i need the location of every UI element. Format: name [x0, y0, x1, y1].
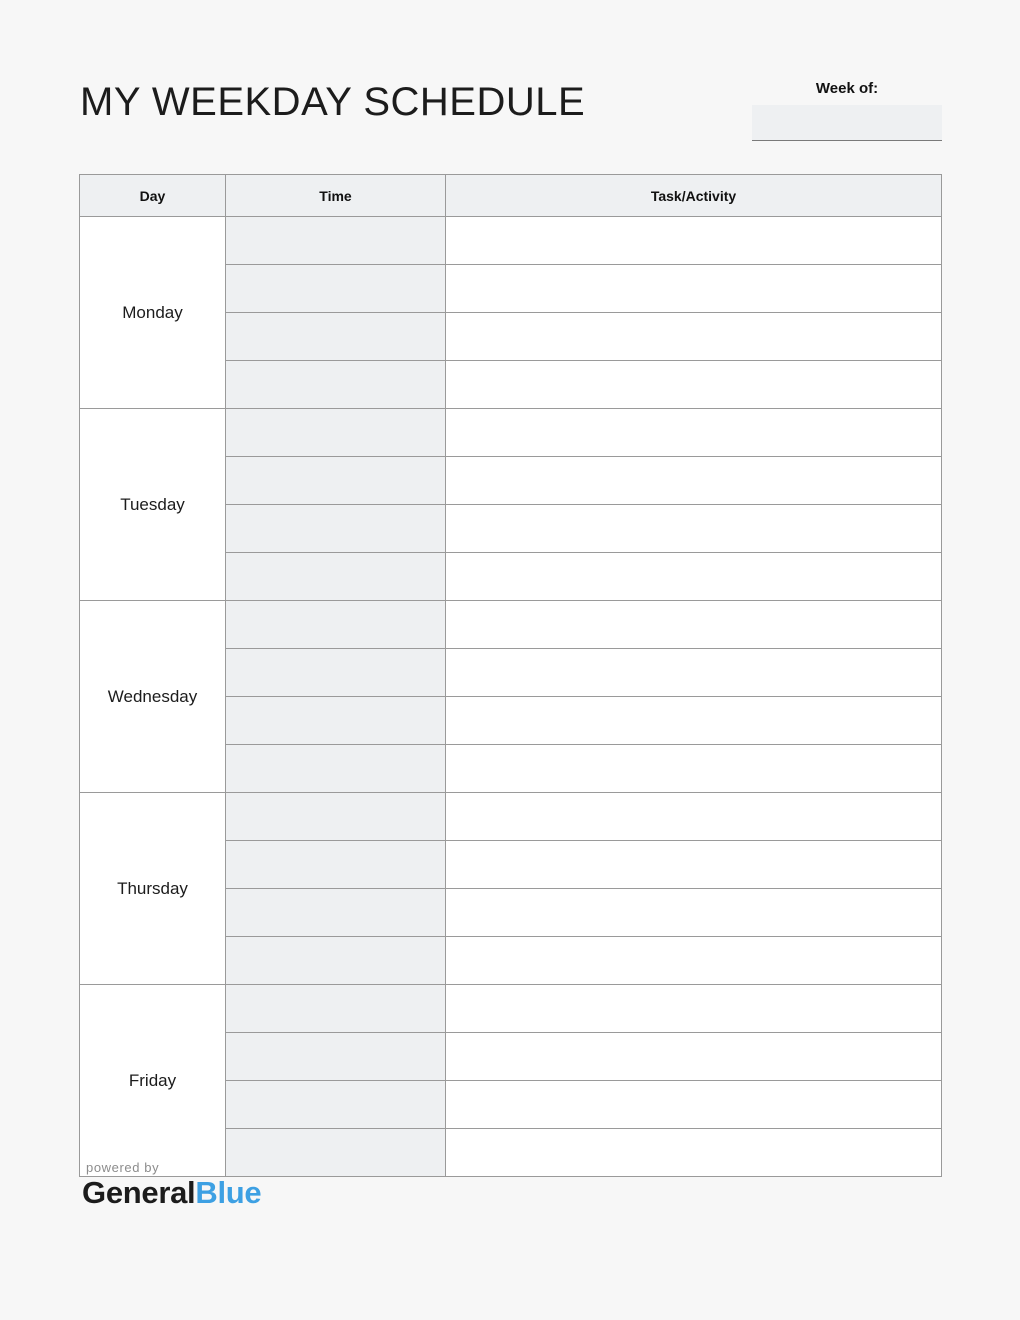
task-input-cell[interactable]	[446, 553, 942, 601]
week-of-group	[752, 80, 942, 141]
time-input-cell[interactable]	[226, 1033, 446, 1081]
task-input-cell[interactable]	[446, 505, 942, 553]
column-header-day: Day	[80, 175, 226, 217]
time-input-cell[interactable]	[226, 841, 446, 889]
day-label-monday: Monday	[80, 217, 226, 409]
table-row	[80, 793, 942, 841]
time-input-cell[interactable]	[226, 553, 446, 601]
time-input-cell[interactable]	[226, 505, 446, 553]
column-header-task: Task/Activity	[446, 175, 942, 217]
time-input-cell[interactable]	[226, 649, 446, 697]
time-input-cell[interactable]	[226, 217, 446, 265]
time-input-cell[interactable]	[226, 457, 446, 505]
time-input-cell[interactable]	[226, 937, 446, 985]
time-input-cell[interactable]	[226, 409, 446, 457]
powered-by-label: powered by	[86, 1160, 160, 1175]
table-header-row	[80, 175, 942, 217]
day-label-wednesday: Wednesday	[80, 601, 226, 793]
column-header-time: Time	[226, 175, 446, 217]
task-input-cell[interactable]	[446, 697, 942, 745]
brand-name-second: Blue	[195, 1175, 262, 1210]
table-row	[80, 601, 942, 649]
task-input-cell[interactable]	[446, 745, 942, 793]
task-input-cell[interactable]	[446, 793, 942, 841]
task-input-cell[interactable]	[446, 985, 942, 1033]
table-body	[80, 217, 942, 1177]
time-input-cell[interactable]	[226, 1081, 446, 1129]
task-input-cell[interactable]	[446, 361, 942, 409]
time-input-cell[interactable]	[226, 601, 446, 649]
time-input-cell[interactable]	[226, 889, 446, 937]
time-input-cell[interactable]	[226, 361, 446, 409]
brand-logo	[82, 1177, 382, 1208]
schedule-table	[79, 174, 942, 1177]
week-of-label: Week of:	[815, 80, 879, 97]
day-label-thursday: Thursday	[80, 793, 226, 985]
table-row	[80, 409, 942, 457]
time-input-cell[interactable]	[226, 697, 446, 745]
time-input-cell[interactable]	[226, 313, 446, 361]
task-input-cell[interactable]	[446, 217, 942, 265]
week-of-input[interactable]	[752, 105, 942, 141]
task-input-cell[interactable]	[446, 409, 942, 457]
task-input-cell[interactable]	[446, 265, 942, 313]
time-input-cell[interactable]	[226, 985, 446, 1033]
day-label-tuesday: Tuesday	[80, 409, 226, 601]
task-input-cell[interactable]	[446, 649, 942, 697]
table-header	[80, 175, 942, 217]
table-row	[80, 985, 942, 1033]
task-input-cell[interactable]	[446, 1081, 942, 1129]
table-row	[80, 217, 942, 265]
day-label-friday: Friday	[80, 985, 226, 1177]
task-input-cell[interactable]	[446, 889, 942, 937]
task-input-cell[interactable]	[446, 1033, 942, 1081]
task-input-cell[interactable]	[446, 601, 942, 649]
time-input-cell[interactable]	[226, 265, 446, 313]
task-input-cell[interactable]	[446, 1129, 942, 1177]
page-header	[80, 70, 942, 150]
task-input-cell[interactable]	[446, 313, 942, 361]
time-input-cell[interactable]	[226, 745, 446, 793]
time-input-cell[interactable]	[226, 793, 446, 841]
footer-branding	[82, 1160, 382, 1208]
page-title: MY WEEKDAY SCHEDULE	[80, 80, 586, 124]
task-input-cell[interactable]	[446, 937, 942, 985]
task-input-cell[interactable]	[446, 841, 942, 889]
task-input-cell[interactable]	[446, 457, 942, 505]
brand-name-first: General	[82, 1175, 196, 1210]
